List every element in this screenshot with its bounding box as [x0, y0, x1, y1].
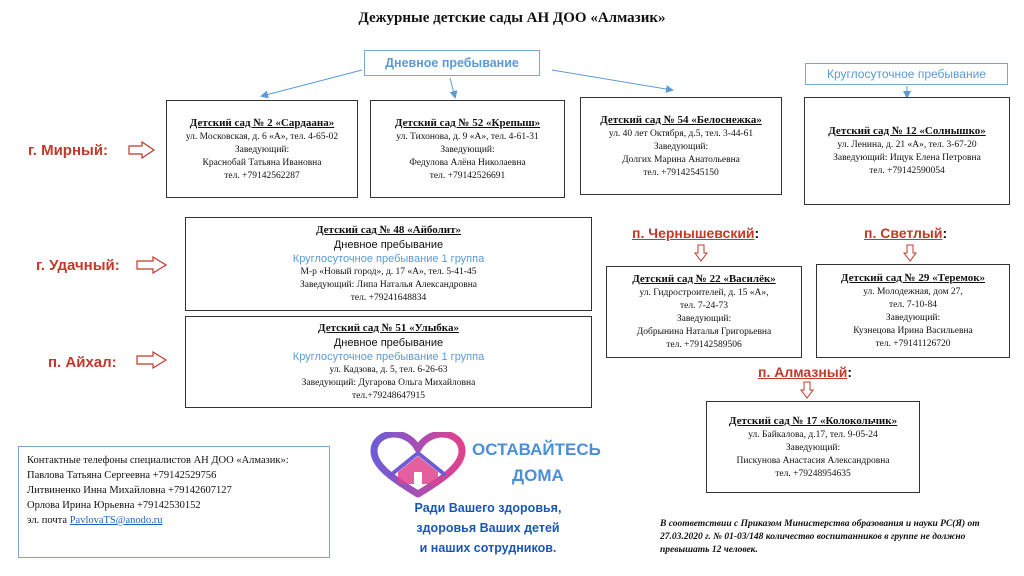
settlement-svetly-wrap: [864, 225, 947, 243]
kindergarten-name: Детский сад № 12 «Солнышко»: [828, 125, 986, 137]
kindergarten-card-22: [606, 266, 802, 358]
stay-home-line2: ДОМА: [512, 466, 564, 485]
head-label: Заведующий:: [676, 314, 732, 324]
phone: тел. +79142589506: [666, 340, 742, 350]
head-label: Заведующий:: [885, 313, 941, 323]
phone: тел. +79248954635: [775, 468, 851, 479]
mode-day: Дневное пребывание: [333, 337, 444, 349]
kindergarten-name: Детский сад № 29 «Теремок»: [840, 272, 986, 284]
phone: тел. +79241648834: [350, 293, 427, 303]
phone: тел. +79142590054: [869, 166, 945, 176]
mode-round: Круглосуточное пребывание 1 группа: [292, 253, 485, 265]
kindergarten-name: Детский сад № 48 «Айболит»: [315, 224, 462, 236]
head-name: Заведующий: Дугарова Ольга Михайловна: [301, 378, 476, 388]
head-label: Заведующий:: [653, 141, 709, 152]
head-name: Краснобай Татьяна Ивановна: [202, 157, 322, 168]
arrow-right-icon: [128, 141, 156, 159]
kindergarten-address: ул. Байкалова, д.17, тел. 9-05-24: [748, 429, 878, 440]
kindergarten-card-51: [185, 316, 592, 408]
phone: тел.+79248647915: [351, 391, 426, 401]
kindergarten-name: Детский сад № 22 «Василёк»: [632, 273, 776, 285]
head-label: Заведующий:: [440, 144, 495, 155]
head-name: Заведующий: Ищук Елена Петровна: [833, 153, 981, 163]
arrow-to-k2: [262, 70, 362, 96]
page-title: Дежурные детские сады АН ДОО «Алмазик»: [358, 10, 666, 26]
phone: тел. +79142545150: [643, 167, 719, 178]
contacts-box: [18, 446, 330, 558]
settlement-chernyshevsky: п. Чернышевский: [632, 225, 755, 241]
contact-line: Павлова Татьяна Сергеевна +79142529756: [27, 470, 217, 481]
settlement-colon: :: [942, 225, 948, 241]
stay-home-line1: ОСТАВАЙТЕСЬ: [472, 440, 601, 459]
settlement-almazny: п. Алмазный: [758, 364, 848, 380]
kindergarten-address: ул. Московская, д. 6 «А», тел. 4-65-02: [185, 131, 339, 142]
city-mirny: г. Мирный:: [28, 142, 109, 159]
head-name: Заведующий: Липа Наталья Александровна: [299, 280, 478, 290]
kindergarten-address: ул. Тихонова, д. 9 «А», тел. 4-61-31: [396, 131, 539, 142]
settlement-colon: :: [754, 225, 760, 241]
phone: тел. +79141126720: [875, 339, 951, 349]
arrow-down-icon: [694, 244, 708, 262]
arrow-to-k52: [450, 78, 455, 97]
kindergarten-name: Детский сад № 54 «Белоснежка»: [600, 113, 762, 126]
stay-home-sub1: Ради Вашего здоровья,: [414, 501, 562, 515]
arrow-down-icon: [800, 381, 814, 399]
arrow-down-icon: [903, 244, 917, 262]
phone: тел. +79142562287: [224, 170, 300, 181]
head-label: Заведующий:: [785, 442, 841, 453]
contact-line: Литвиненко Инна Михайловна +79142607127: [27, 485, 232, 496]
city-aykhal: п. Айхал:: [48, 354, 117, 371]
kindergarten-address: ул. Молодежная, дом 27,: [863, 287, 963, 297]
stay-home-sub3: и наших сотрудников.: [419, 541, 557, 555]
head-name: Долгих Марина Анатольевна: [622, 154, 740, 165]
arrow-to-k54: [552, 70, 672, 90]
day-mode-label: Дневное пребывание: [364, 50, 540, 76]
kindergarten-address: ул. Гидростроителей, д. 15 «А»,: [639, 288, 769, 298]
kindergarten-card-54: [580, 97, 782, 195]
stay-home-subtitle: [380, 498, 596, 558]
arrow-right-icon: [136, 256, 168, 274]
settlement-colon: :: [847, 364, 853, 380]
stay-home-sub2: здоровья Ваших детей: [416, 521, 560, 535]
arrow-right-icon: [136, 351, 168, 369]
kindergarten-address: М-р «Новый город», д. 17 «А», тел. 5-41-45: [300, 267, 477, 277]
kindergarten-address: ул. Кадзова, д. 5, тел. 6-26-63: [329, 365, 448, 375]
phone: тел. +79142526691: [429, 170, 506, 181]
kindergarten-tel: тел. 7-24-73: [680, 301, 728, 311]
heart-house-icon: [368, 432, 468, 498]
city-udachny: г. Удачный:: [36, 257, 120, 274]
kindergarten-card-29: [816, 264, 1010, 358]
kindergarten-address: ул. Ленина, д. 21 «А», тел. 3-67-20: [837, 140, 977, 150]
settlement-svetly: п. Светлый: [864, 225, 943, 241]
kindergarten-name: Детский сад № 51 «Улыбка»: [318, 322, 459, 334]
head-name: Пискунова Анастасия Александровна: [736, 455, 890, 466]
kindergarten-name: Детский сад № 52 «Крепыш»: [394, 116, 541, 129]
round-mode-label: Круглосуточное пребывание: [805, 63, 1008, 85]
order-note: В соответствии с Приказом Министерства образования и науки РС(Я) от 27.03.2020 г. № 01-03/148 количество воспитанников в группе не должно превышать 12 человек.: [660, 519, 980, 555]
contacts-heading: Контактные телефоны специалистов АН ДОО «Алмазик»:: [27, 455, 289, 466]
head-name: Федулова Алёна Николаевна: [409, 157, 526, 168]
kindergarten-name: Детский сад № 2 «Сардаана»: [189, 116, 335, 129]
kindergarten-name: Детский сад № 17 «Колокольчик»: [728, 414, 898, 427]
head-label: Заведующий:: [234, 144, 290, 155]
settlement-chernyshevsky-wrap: [632, 225, 759, 243]
settlement-almazny-wrap: [758, 364, 852, 382]
kindergarten-card-12: [804, 97, 1010, 205]
email-link[interactable]: PavlovaTS@anodo.ru: [69, 515, 163, 526]
email-row: [27, 513, 321, 528]
kindergarten-card-52: [370, 100, 565, 198]
kindergarten-card-17: [706, 401, 920, 493]
contact-line: Орлова Ирина Юрьевна +79142530152: [27, 500, 201, 511]
head-name: Кузнецова Ирина Васильевна: [853, 326, 973, 336]
head-name: Добрынина Наталья Григорьевна: [636, 327, 772, 337]
mode-round: Круглосуточное пребывание 1 группа: [292, 351, 485, 363]
kindergarten-card-2: [166, 100, 358, 198]
email-label: эл. почта: [27, 515, 70, 526]
kindergarten-tel: тел. 7-10-84: [889, 300, 937, 310]
mode-day: Дневное пребывание: [333, 239, 444, 251]
kindergarten-card-48: [185, 217, 592, 311]
kindergarten-address: ул. 40 лет Октября, д.5, тел. 3-44-61: [608, 128, 754, 139]
